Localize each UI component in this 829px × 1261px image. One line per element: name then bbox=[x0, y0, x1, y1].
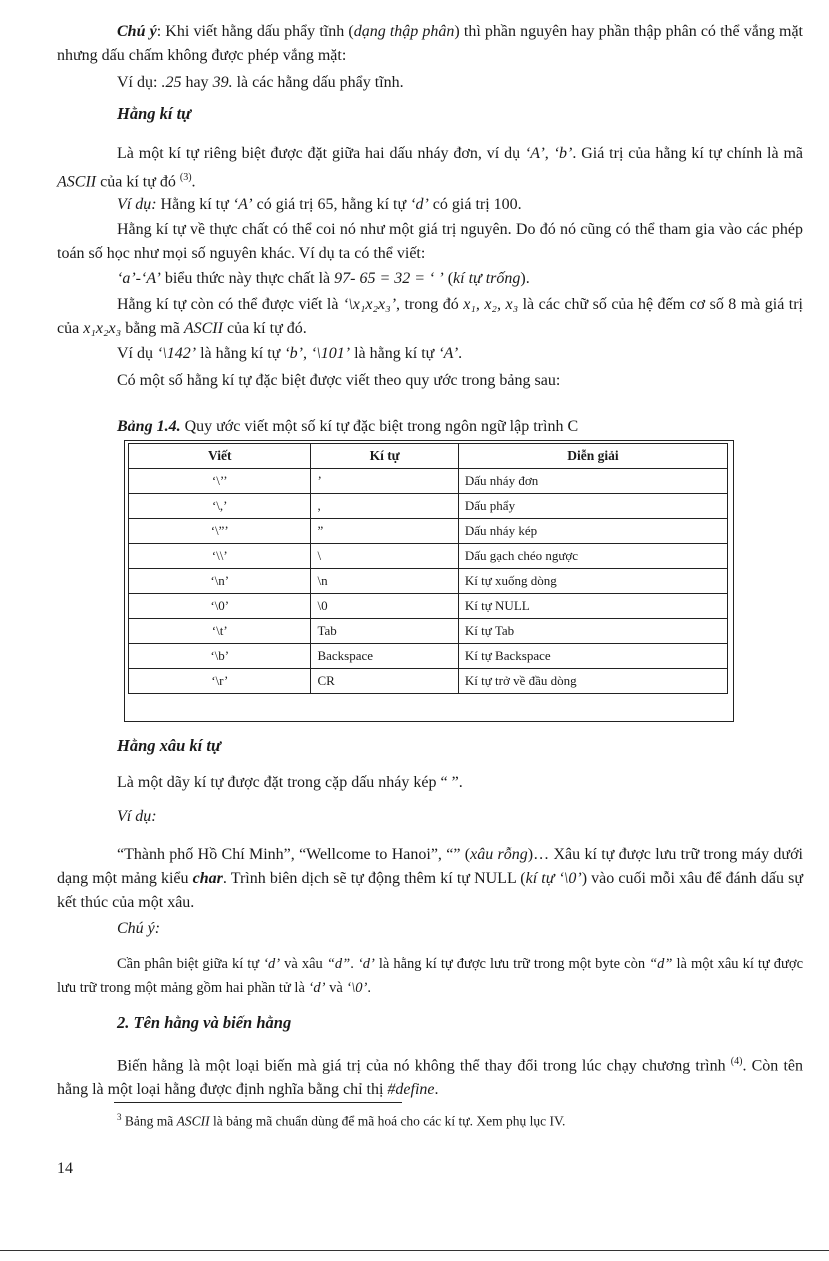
table-cell-char: , bbox=[311, 494, 458, 519]
char-example: ‘b’ bbox=[553, 145, 573, 162]
string-paragraph-1: Là một dãy kí tự được đặt trong cặp dấu nháy kép “ ”. bbox=[117, 774, 463, 791]
note-text: : Khi viết hằng dấu phẩy tĩnh ( bbox=[156, 23, 354, 40]
table-row bbox=[129, 619, 728, 644]
table-cell-escape: ‘\n’ bbox=[129, 569, 311, 594]
table-cell-char: \n bbox=[311, 569, 458, 594]
text: là hằng kí tự bbox=[350, 345, 439, 362]
example-value: 39. bbox=[212, 74, 233, 91]
text: . bbox=[350, 956, 358, 972]
table-cell-desc: Dấu gạch chéo ngược bbox=[458, 544, 727, 569]
section-2-paragraph bbox=[57, 1050, 803, 1102]
float-example bbox=[117, 72, 404, 94]
table-cell-desc: Kí tự NULL bbox=[458, 594, 727, 619]
string-example: “d” bbox=[326, 956, 351, 972]
char-example: ‘d’ bbox=[263, 956, 281, 972]
table-cell-char: \ bbox=[311, 544, 458, 569]
page-bottom-edge bbox=[0, 1250, 829, 1251]
emphasis: xâu rỗng bbox=[470, 846, 528, 863]
table-cell-desc: Kí tự xuống dòng bbox=[458, 569, 727, 594]
table-cell-char: ’ bbox=[311, 469, 458, 494]
text: là bảng mã chuẩn dùng để mã hoá cho các kí tự. Xem phụ lục IV. bbox=[209, 1113, 566, 1129]
heading-section-2: 2. Tên hằng và biến hằng bbox=[117, 1013, 292, 1032]
calculation: 97- 65 = 32 = ‘ ’ bbox=[334, 270, 444, 287]
text: Bảng mã bbox=[121, 1113, 177, 1129]
special-chars-table bbox=[128, 443, 728, 694]
string-example-label: Ví dụ: bbox=[117, 808, 157, 825]
table-cell-escape: ‘\t’ bbox=[129, 619, 311, 644]
caption-text: Quy ước viết một số kí tự đặc biệt trong ngôn ngữ lập trình C bbox=[180, 418, 579, 435]
text: ( bbox=[443, 270, 454, 287]
table-row bbox=[129, 669, 728, 694]
table-cell-escape: ‘\0’ bbox=[129, 594, 311, 619]
text: là hằng kí tự được lưu trữ trong một byte còn bbox=[374, 956, 650, 972]
text: . Còn tên hằng là một loại hằng được định nghĩa bằng chỉ thị bbox=[57, 1057, 803, 1099]
table-cell-escape: ‘\”’ bbox=[129, 519, 311, 544]
table-cell-char: Tab bbox=[311, 619, 458, 644]
table-cell-char: \0 bbox=[311, 594, 458, 619]
table-cell-char: CR bbox=[311, 669, 458, 694]
footnote-mark: 3 bbox=[117, 1112, 122, 1122]
table-row bbox=[129, 469, 728, 494]
char-example: ‘A’ bbox=[524, 145, 545, 162]
table-cell-char: Backspace bbox=[311, 644, 458, 669]
char-example: ‘d’ bbox=[410, 196, 429, 213]
char-example: ‘\0’ bbox=[346, 980, 368, 996]
text: , trong đó bbox=[396, 296, 464, 313]
char-example: ‘d’ bbox=[357, 956, 375, 972]
text: bằng mã bbox=[121, 320, 184, 337]
text: là một xâu kí tự được lưu trữ trong một mảng gồm hai phần tử là bbox=[57, 956, 804, 996]
directive: #define bbox=[387, 1081, 435, 1099]
text: ) vào cuối mỗi xâu để đánh dấu sự kết thúc của một xâu. bbox=[57, 870, 804, 911]
keyword: char bbox=[192, 870, 223, 887]
table-row bbox=[129, 544, 728, 569]
text: . bbox=[191, 173, 196, 191]
text: )… Xâu kí tự được lưu trữ trong máy dưới dạng một mảng kiểu bbox=[57, 846, 803, 887]
char-example: ‘\142’ bbox=[157, 345, 197, 362]
column-header: Diễn giải bbox=[458, 444, 727, 469]
text: . bbox=[434, 1081, 439, 1099]
example-text: hay bbox=[181, 74, 213, 91]
text: biểu thức này thực chất là bbox=[160, 270, 335, 287]
char-example: ‘b’ bbox=[284, 345, 303, 362]
example-value: .25 bbox=[161, 74, 182, 91]
column-header: Kí tự bbox=[311, 444, 458, 469]
example-lead: Ví dụ bbox=[117, 345, 157, 362]
text: Là một kí tự riêng biệt được đặt giữa hai dấu nháy đơn, ví dụ bbox=[117, 145, 525, 162]
table-row bbox=[129, 494, 728, 519]
note-2-paragraph bbox=[57, 952, 803, 1000]
table-cell-desc: Dấu nháy đơn bbox=[458, 469, 727, 494]
string-example: “d” bbox=[649, 956, 673, 972]
text: , bbox=[302, 345, 311, 362]
text: Hằng kí tự còn có thể được viết là bbox=[117, 296, 343, 313]
text: của kí tự đó bbox=[96, 173, 180, 191]
octal-form: ‘\x₁x₂x₃’ bbox=[342, 296, 397, 313]
heading-char-constants: Hằng kí tự bbox=[117, 104, 192, 123]
table-cell-escape: ‘\\’ bbox=[129, 544, 311, 569]
string-paragraph-2 bbox=[57, 843, 803, 915]
text: ). bbox=[520, 270, 530, 287]
column-header: Viết bbox=[129, 444, 311, 469]
char-example: ‘A’ bbox=[438, 345, 459, 362]
note-paragraph bbox=[57, 20, 803, 68]
text: . Trình biên dịch sẽ tự động thêm kí tự NULL ( bbox=[222, 870, 526, 887]
table-row bbox=[129, 519, 728, 544]
footnote-ref: (4) bbox=[730, 1056, 743, 1067]
table-row bbox=[129, 594, 728, 619]
variables: x₁x₂x₃ bbox=[83, 320, 122, 337]
table-caption bbox=[117, 418, 578, 436]
text: có giá trị 100. bbox=[428, 196, 522, 213]
text: Hằng kí tự bbox=[160, 196, 233, 213]
note-label: Chú ý bbox=[117, 23, 157, 40]
text: “Thành phố Hồ Chí Minh”, “Wellcome to Hanoi”, “” ( bbox=[117, 846, 471, 863]
table-cell-desc: Dấu nháy kép bbox=[458, 519, 727, 544]
text: Biến hằng là một loại biến mà giá trị của nó không thể thay đổi trong lúc chạy chương trình bbox=[117, 1057, 731, 1075]
table-header-row bbox=[129, 444, 728, 469]
footnote-ref: (3) bbox=[179, 172, 192, 183]
footnote bbox=[117, 1112, 565, 1130]
table-row bbox=[129, 569, 728, 594]
example-lead: Ví dụ: bbox=[117, 74, 162, 91]
char-paragraph-3 bbox=[57, 293, 803, 341]
char-paragraph-1 bbox=[57, 142, 803, 194]
text: . bbox=[367, 980, 371, 996]
text: là các chữ số của hệ đếm cơ số 8 mà giá trị của bbox=[57, 296, 803, 337]
heading-string-constants: Hằng xâu kí tự bbox=[117, 736, 221, 755]
table-cell-escape: ‘\r’ bbox=[129, 669, 311, 694]
example-lead: Ví dụ: bbox=[117, 196, 161, 213]
table-cell-escape: ‘\b’ bbox=[129, 644, 311, 669]
note-text: ) thì phần nguyên hay phần thập phân có thể vắng mặt nhưng dấu chấm không được phép vắng mặt: bbox=[57, 23, 804, 64]
caption-label: Bảng 1.4. bbox=[117, 418, 181, 435]
emphasis: kí tự ‘\0’ bbox=[525, 870, 582, 887]
text: . bbox=[458, 345, 463, 362]
table-cell-char: ” bbox=[311, 519, 458, 544]
char-example: ‘d’ bbox=[308, 980, 326, 996]
example-text: là các hằng dấu phẩy tĩnh. bbox=[232, 74, 404, 91]
char-example: ‘\101’ bbox=[310, 345, 351, 362]
page-number: 14 bbox=[57, 1160, 73, 1177]
text: và bbox=[325, 980, 347, 996]
char-paragraph-2: Hằng kí tự về thực chất có thể coi nó như một giá trị nguyên. Do đó nó cũng có thể tham gia vào các phép toán số học như mọi số nguyên khác. Ví dụ ta có thể viết: bbox=[57, 221, 803, 262]
text: , bbox=[544, 145, 554, 162]
text: là hằng kí tự bbox=[196, 345, 285, 362]
table-cell-desc: Kí tự Tab bbox=[458, 619, 727, 644]
text: của kí tự đó. bbox=[222, 320, 307, 337]
char-example-2-line bbox=[117, 343, 462, 365]
text: và xâu bbox=[280, 956, 327, 972]
note-2-label: Chú ý: bbox=[117, 920, 161, 937]
text: có giá trị 65, hằng kí tự bbox=[252, 196, 411, 213]
expression: ‘a’-‘A’ bbox=[117, 270, 161, 287]
table-cell-desc: Kí tự trở về đầu dòng bbox=[458, 669, 727, 694]
table-cell-desc: Dấu phẩy bbox=[458, 494, 727, 519]
text: Cần phân biệt giữa kí tự bbox=[117, 956, 264, 972]
ascii-term: ASCII bbox=[57, 173, 97, 191]
table-cell-escape: ‘\’’ bbox=[129, 469, 311, 494]
char-example: ‘A’ bbox=[232, 196, 253, 213]
note-emphasis: dạng thập phân bbox=[353, 23, 455, 40]
text: . Giá trị của hằng kí tự chính là mã bbox=[572, 145, 804, 162]
footnote-divider bbox=[114, 1102, 402, 1103]
emphasis: kí tự trống bbox=[453, 270, 521, 287]
ascii-term: ASCII bbox=[183, 320, 223, 337]
char-example-line bbox=[117, 194, 522, 216]
variables: x₁, x₂, x₃ bbox=[463, 296, 519, 313]
table-row bbox=[129, 644, 728, 669]
table-cell-escape: ‘\,’ bbox=[129, 494, 311, 519]
table-cell-desc: Kí tự Backspace bbox=[458, 644, 727, 669]
char-expression-line bbox=[117, 268, 530, 290]
char-special-intro: Có một số hằng kí tự đặc biệt được viết theo quy ước trong bảng sau: bbox=[117, 372, 561, 389]
ascii-term: ASCII bbox=[176, 1113, 210, 1129]
